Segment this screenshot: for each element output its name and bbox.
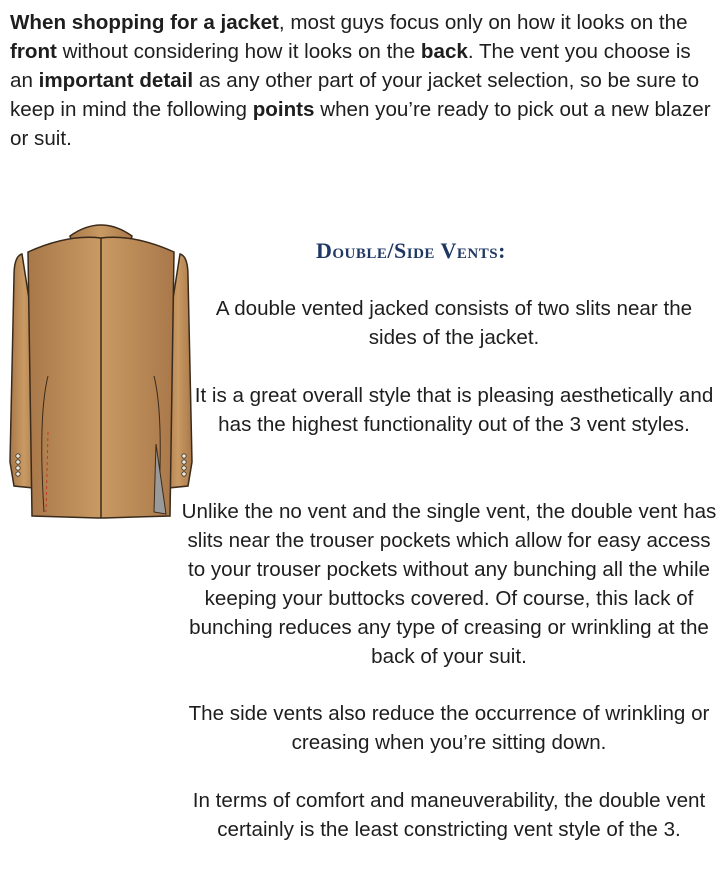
intro-segment: important detail xyxy=(38,69,194,92)
section-heading: Double/Side Vents: xyxy=(316,238,506,263)
jacket-back-illustration xyxy=(8,216,194,526)
intro-segment: When shopping for a jacket xyxy=(10,11,279,34)
paragraph-style: It is a great overall style that is pleasing aesthetically and has the highest functionality out of the 3 vent styles. xyxy=(194,384,714,436)
intro-segment: as any other part of your jacket selection, so be sure to keep in mind the following xyxy=(10,69,700,121)
paragraph-sitting: The side vents also reduce the occurrence of wrinkling or creasing when you’re sitting down. xyxy=(188,702,710,754)
paragraph-definition: A double vented jacked consists of two slits near the sides of the jacket. xyxy=(215,297,693,349)
paragraph-comfort: In terms of comfort and maneuverability, the double vent certainly is the least constricting vent style of the 3. xyxy=(192,789,706,841)
intro-segment: , most guys focus only on how it looks on the xyxy=(278,11,688,34)
intro-segment: back xyxy=(420,40,468,63)
intro-segment: . The vent you choose is an xyxy=(10,40,691,92)
intro-segment: when you’re ready to pick out a new blazer or suit. xyxy=(10,98,711,150)
intro-segment: front xyxy=(10,40,57,63)
paragraph-comparison: Unlike the no vent and the single vent, the double vent has slits near the trouser pockets which allow for easy access to your trouser pockets without any bunching all the while keeping your buttocks covered. Of course, this lack of bunching reduces any type of creasing or wrinkling at the back of your suit. xyxy=(181,500,717,668)
intro-segment: without considering how it looks on the xyxy=(56,40,421,63)
intro-paragraph xyxy=(10,8,716,153)
intro-segment: points xyxy=(252,98,315,121)
